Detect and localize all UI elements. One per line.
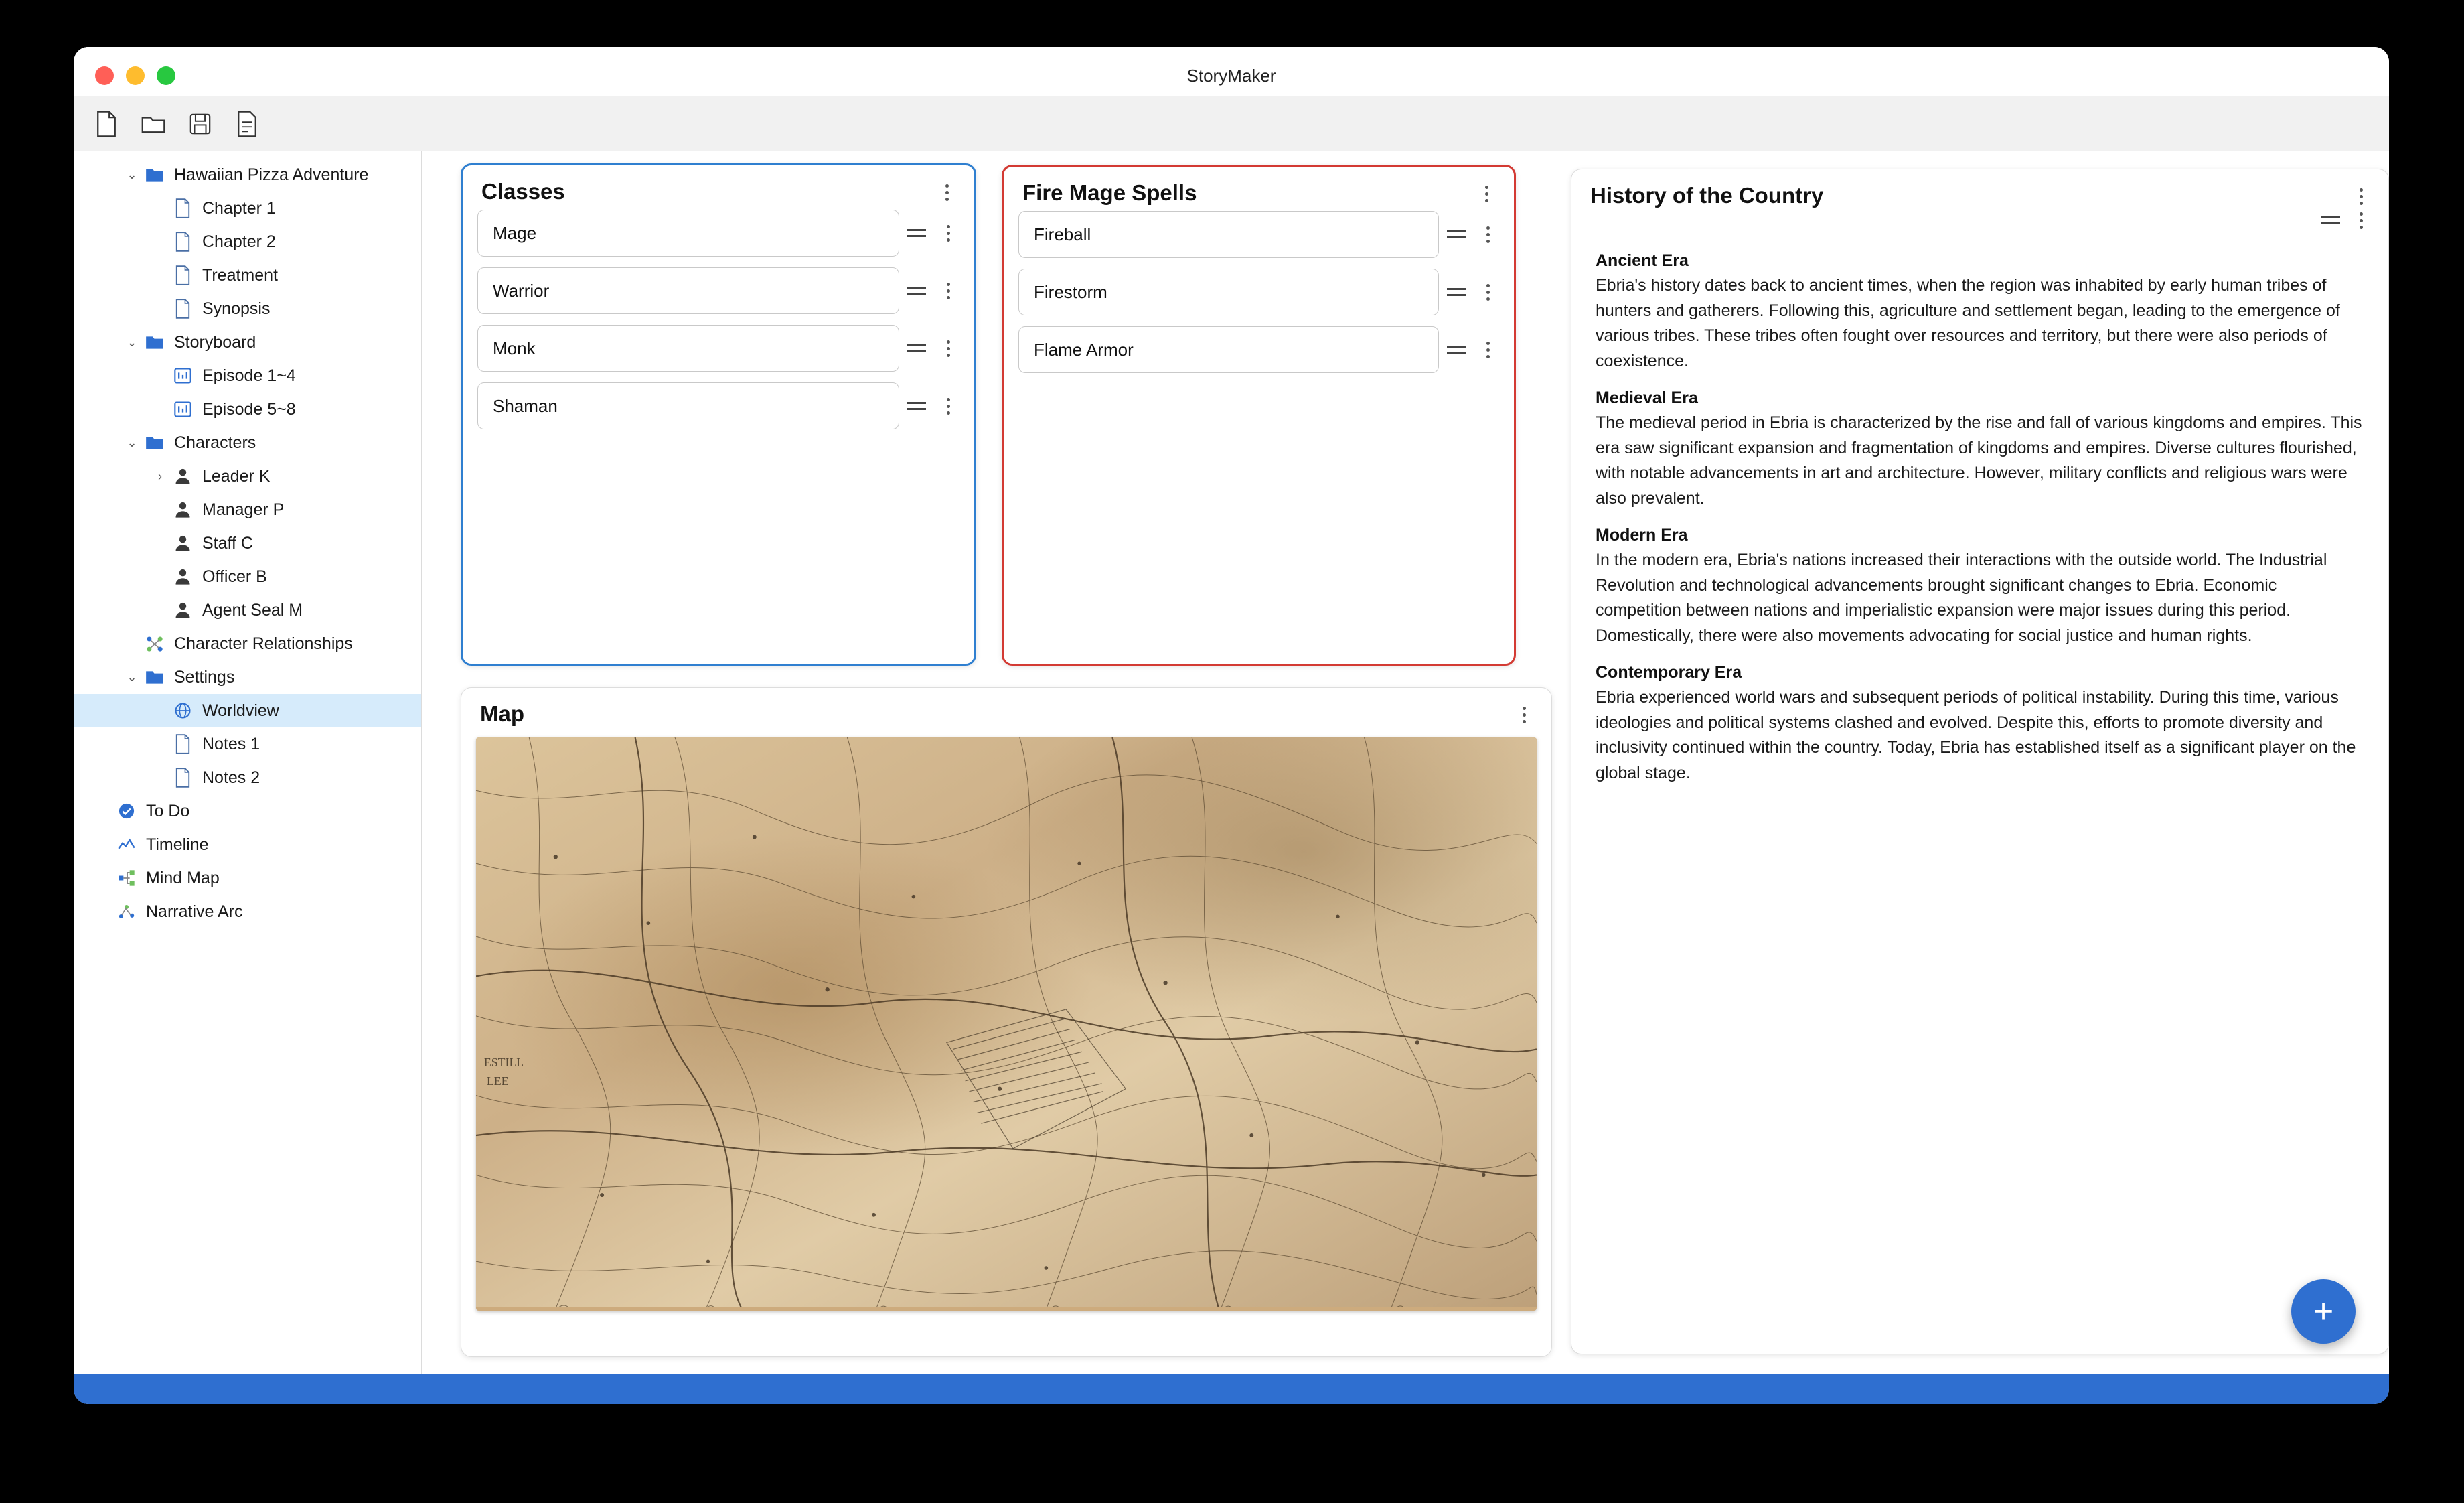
- chevron-down-icon[interactable]: ⌄: [127, 670, 137, 684]
- item-menu-button[interactable]: [937, 277, 959, 304]
- card-title: Map: [480, 701, 524, 726]
- sidebar-item-label: Settings: [174, 667, 235, 687]
- drag-handle-icon[interactable]: [1447, 336, 1468, 363]
- list-item-label[interactable]: Firestorm: [1018, 269, 1439, 315]
- timeline-icon: [115, 833, 138, 856]
- mindmap-icon: [115, 867, 138, 889]
- chevron-down-icon[interactable]: ⌄: [127, 335, 137, 349]
- card-header: [1004, 167, 1514, 211]
- person-icon: [171, 565, 194, 588]
- file-icon: [171, 297, 194, 320]
- sidebar-item-settings[interactable]: [74, 660, 421, 694]
- sidebar-item-storyboard[interactable]: [74, 326, 421, 359]
- document-icon[interactable]: [232, 109, 262, 139]
- svg-text:LEE: LEE: [486, 1074, 509, 1088]
- sidebar-item-label: Leader K: [202, 466, 271, 486]
- card-menu-button[interactable]: [1475, 180, 1498, 207]
- svg-text:ESTILL: ESTILL: [483, 1056, 524, 1070]
- file-icon: [171, 230, 194, 253]
- sidebar-item-label: Characters: [174, 433, 256, 452]
- item-menu-button[interactable]: [937, 335, 959, 362]
- card-header: [461, 688, 1551, 732]
- chevron-down-icon[interactable]: ⌄: [127, 435, 137, 449]
- sidebar-item-label: Manager P: [202, 500, 285, 519]
- list-item[interactable]: [477, 382, 959, 429]
- folder-icon: [143, 666, 166, 689]
- list-item[interactable]: [477, 210, 959, 257]
- section-text: The medieval period in Ebria is characterized by the rise and fall of various kingdoms and empires. This era saw significant expansion and fragmentation of kingdoms and empires. Diverse cultures flourished, with notable advancements in art and architecture. However, military conflicts and religious wars were also prevalent.: [1596, 413, 2362, 508]
- sidebar-item-staff-c[interactable]: [74, 526, 421, 560]
- person-icon: [171, 465, 194, 488]
- sidebar-item-label: Timeline: [146, 835, 209, 854]
- globe-icon: [171, 699, 194, 722]
- section-text: Ebria's history dates back to ancient times, when the region was inhabited by early human tribes of hunters and gatherers. Following this, agriculture and settlement began, leading to the emergence of various tribes. These tribes often fought over resources and territory, but there were also periods of coexistence.: [1596, 276, 2340, 370]
- sidebar-item-label: Hawaiian Pizza Adventure: [174, 165, 369, 184]
- sidebar-item-chapter-1[interactable]: [74, 192, 421, 225]
- sidebar-item-label: Synopsis: [202, 299, 271, 318]
- person-icon: [171, 498, 194, 521]
- sidebar-item-synopsis[interactable]: [74, 292, 421, 326]
- sidebar-item-label: Narrative Arc: [146, 902, 243, 921]
- folder-icon: [143, 163, 166, 186]
- card-menu-button[interactable]: [2350, 183, 2372, 210]
- sidebar-item-notes-2[interactable]: [74, 761, 421, 794]
- list-item[interactable]: [477, 325, 959, 372]
- board-icon: [171, 364, 194, 387]
- sidebar-item-label: Agent Seal M: [202, 600, 303, 620]
- map-graphic: [476, 737, 1537, 1307]
- toolbar: [74, 96, 2389, 151]
- file-icon: [171, 264, 194, 287]
- sidebar-item-label: Chapter 1: [202, 198, 276, 218]
- card-title: Fire Mage Spells: [1022, 180, 1197, 205]
- status-bar: [74, 1374, 2389, 1404]
- drag-handle-icon[interactable]: [907, 335, 929, 362]
- add-card-button[interactable]: +: [2291, 1279, 2356, 1344]
- sidebar-item-worldview[interactable]: [74, 694, 421, 727]
- check-circle-icon: [115, 800, 138, 822]
- drag-handle-icon[interactable]: [1447, 221, 1468, 248]
- sidebar-item-label: Notes 1: [202, 734, 260, 754]
- spells-list: [1004, 211, 1514, 373]
- card-title: History of the Country: [1590, 183, 1824, 208]
- save-icon[interactable]: [185, 109, 216, 139]
- file-icon: [171, 733, 194, 756]
- drag-handle-icon[interactable]: [907, 392, 929, 419]
- sidebar-item-label: Mind Map: [146, 868, 220, 887]
- sidebar-item-manager-p[interactable]: [74, 493, 421, 526]
- section-heading: Ancient Era: [1596, 251, 1689, 270]
- drag-handle-icon[interactable]: [907, 277, 929, 304]
- sidebar-item-label: Episode 1~4: [202, 366, 296, 385]
- sidebar-item-character-relationships[interactable]: [74, 627, 421, 660]
- item-menu-button[interactable]: [1476, 279, 1499, 305]
- map-image[interactable]: [476, 737, 1537, 1311]
- list-item-label[interactable]: Warrior: [477, 267, 899, 314]
- drag-handle-icon[interactable]: [2321, 207, 2343, 234]
- item-menu-button[interactable]: [1476, 221, 1499, 248]
- document-menu-button[interactable]: [2350, 207, 2372, 234]
- sidebar-item-label: To Do: [146, 801, 190, 820]
- list-item-label[interactable]: Flame Armor: [1018, 326, 1439, 373]
- sidebar-item-officer-b[interactable]: [74, 560, 421, 593]
- list-item-label[interactable]: Shaman: [477, 382, 899, 429]
- folder-icon: [143, 431, 166, 454]
- card-history[interactable]: [1571, 169, 2389, 1354]
- sidebar-item-label: Storyboard: [174, 332, 256, 352]
- section-text: In the modern era, Ebria's nations increased their interactions with the outside world. The Industrial Revolution and technological advancements brought significant changes to Ebria. Economic competition between nations and imperialistic expansion were major issues during this period. Domestically, there were also movements advocating for social justice and human rights.: [1596, 551, 2327, 645]
- sidebar-item-label: Treatment: [202, 265, 279, 285]
- card-menu-button[interactable]: [935, 179, 958, 206]
- sidebar-item-label: Chapter 2: [202, 232, 276, 251]
- sidebar-item-narrative-arc[interactable]: [74, 895, 421, 928]
- sidebar-item-characters[interactable]: [74, 426, 421, 459]
- sidebar-item-timeline[interactable]: [74, 828, 421, 861]
- sidebar-item-label: Worldview: [202, 701, 279, 720]
- sidebar-item-episode-5-8[interactable]: [74, 392, 421, 426]
- sidebar-item-mind-map[interactable]: [74, 861, 421, 895]
- board-icon: [171, 398, 194, 421]
- new-file-icon[interactable]: [91, 109, 122, 139]
- sidebar-item-episode-1-4[interactable]: [74, 359, 421, 392]
- list-item[interactable]: [1018, 269, 1499, 315]
- card-menu-button[interactable]: [1513, 701, 1535, 728]
- file-icon: [171, 197, 194, 220]
- sidebar-item-label: Staff C: [202, 533, 253, 553]
- section-heading: Medieval Era: [1596, 388, 1698, 407]
- app-window: [74, 47, 2389, 1404]
- section-heading: Contemporary Era: [1596, 663, 1742, 682]
- window-title: StoryMaker: [1186, 66, 1276, 86]
- card-title: Classes: [481, 179, 565, 204]
- chevron-down-icon[interactable]: ⌄: [127, 167, 137, 182]
- document-controls: [1571, 207, 2388, 234]
- item-menu-button[interactable]: [937, 220, 959, 246]
- chevron-right-icon[interactable]: ›: [158, 469, 162, 483]
- section-text: Ebria experienced world wars and subsequent periods of political instability. During this time, various ideologies and political systems clashed and evolved. Despite this, efforts to promote diversity and inclusivity continued within the country. Today, Ebria has established itself as a significant player on the global stage.: [1596, 688, 2356, 782]
- person-icon: [171, 532, 194, 555]
- sidebar-item-to-do[interactable]: [74, 794, 421, 828]
- item-menu-button[interactable]: [1476, 336, 1499, 363]
- file-icon: [171, 766, 194, 789]
- card-classes[interactable]: [461, 163, 976, 666]
- item-menu-button[interactable]: [937, 392, 959, 419]
- sidebar-item-chapter-2[interactable]: [74, 225, 421, 259]
- sidebar-item-label: Episode 5~8: [202, 399, 296, 419]
- sidebar-item-label: Character Relationships: [174, 634, 353, 653]
- drag-handle-icon[interactable]: [1447, 279, 1468, 305]
- sidebar-item-treatment[interactable]: [74, 259, 421, 292]
- list-item-label[interactable]: Mage: [477, 210, 899, 257]
- sidebar-item-agent-seal-m[interactable]: [74, 593, 421, 627]
- history-document: [1571, 234, 2388, 799]
- drag-handle-icon[interactable]: [907, 220, 929, 246]
- list-item[interactable]: [1018, 326, 1499, 373]
- open-folder-icon[interactable]: [138, 109, 169, 139]
- title-bar: [74, 47, 2389, 96]
- narrative-icon: [115, 900, 138, 923]
- sidebar-item-label: Notes 2: [202, 768, 260, 787]
- relationships-icon: [143, 632, 166, 655]
- sidebar-item-leader-k[interactable]: [74, 459, 421, 493]
- sidebar-item-label: Officer B: [202, 567, 267, 586]
- card-fire-mage-spells[interactable]: [1002, 165, 1516, 666]
- list-item-label[interactable]: Monk: [477, 325, 899, 372]
- sidebar-item-hawaiian-pizza-adventure[interactable]: [74, 158, 421, 192]
- folder-icon: [143, 331, 166, 354]
- window-body: [74, 151, 2389, 1374]
- section-heading: Modern Era: [1596, 526, 1688, 545]
- classes-list: [463, 210, 974, 429]
- sidebar-item-notes-1[interactable]: [74, 727, 421, 761]
- list-item[interactable]: [1018, 211, 1499, 258]
- person-icon: [171, 599, 194, 622]
- board-canvas: [422, 151, 2389, 1374]
- list-item[interactable]: [477, 267, 959, 314]
- list-item-label[interactable]: Fireball: [1018, 211, 1439, 258]
- card-map[interactable]: [461, 687, 1552, 1357]
- project-tree-sidebar[interactable]: [74, 151, 422, 1374]
- card-header: [463, 165, 974, 210]
